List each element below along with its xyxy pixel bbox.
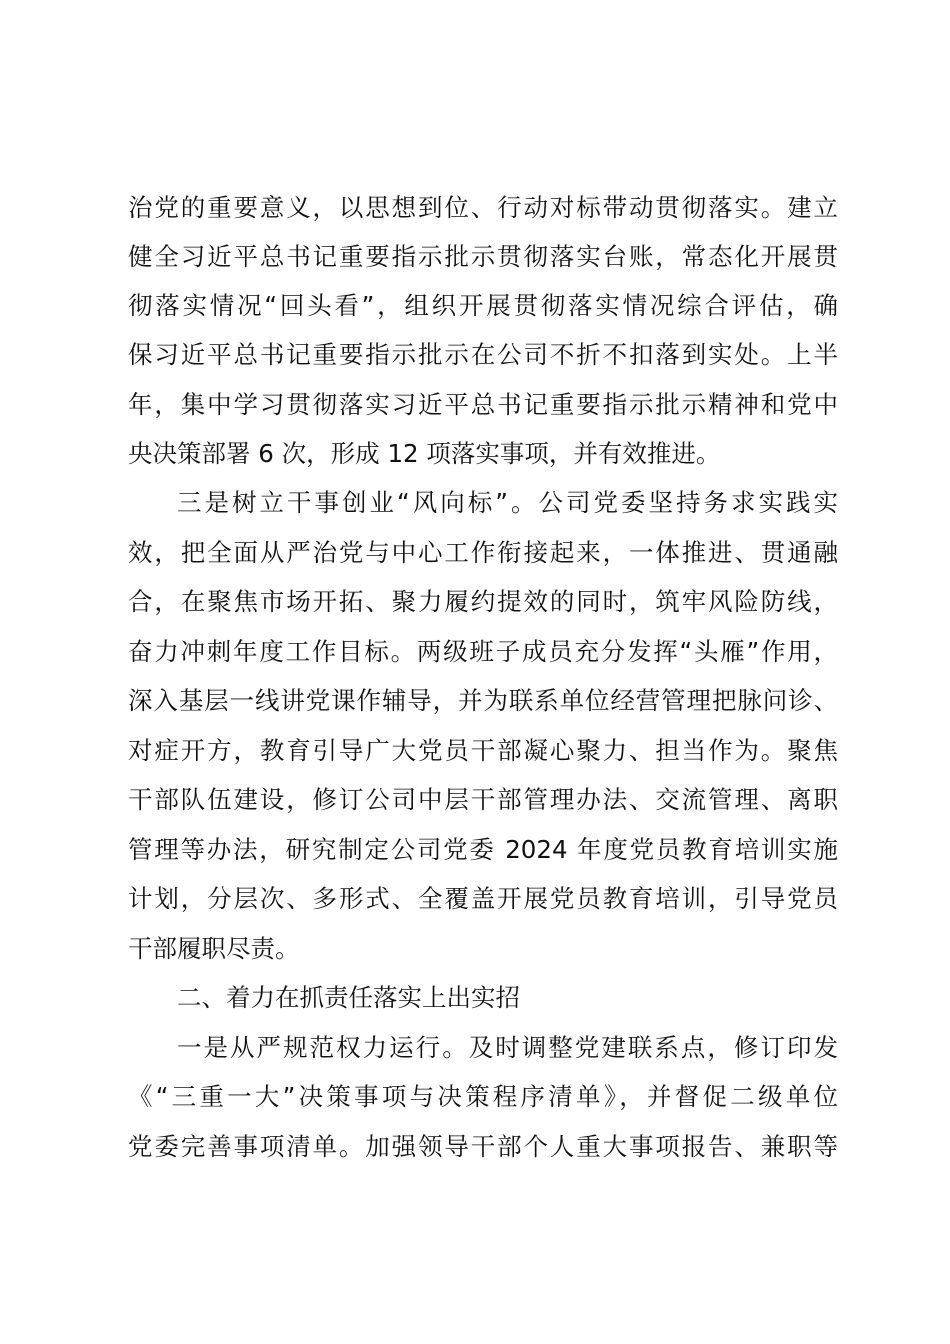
section-heading: 二、着力在抓责任落实上出实招 bbox=[177, 983, 520, 1012]
body-text-line: 年，集中学习贯彻落实习近平总书记重要指示批示精神和党中 bbox=[128, 390, 838, 419]
body-text-line: 奋力冲刺年度工作目标。两级班子成员充分发挥“头雁”作用， bbox=[128, 637, 838, 666]
body-text-line: 党委完善事项清单。加强领导干部个人重大事项报告、兼职等 bbox=[128, 1132, 838, 1161]
body-text-line: 彻落实情况“回头看”，组织开展贯彻落实情况综合评估，确 bbox=[128, 291, 838, 320]
paragraph-first-line: 三是树立干事创业“风向标”。公司党委坚持务求实践实 bbox=[177, 488, 838, 517]
body-text-line: 计划，分层次、多形式、全覆盖开展党员教育培训，引导党员 bbox=[128, 884, 838, 913]
body-text-line: 保习近平总书记重要指示批示在公司不折不扣落到实处。上半 bbox=[128, 340, 838, 369]
body-text-line: 《“三重一大”决策事项与决策程序清单》，并督促二级单位 bbox=[128, 1082, 838, 1111]
body-text-line: 对症开方，教育引导广大党员干部凝心聚力、担当作为。聚焦 bbox=[128, 736, 838, 765]
body-text-line: 效，把全面从严治党与中心工作衔接起来，一体推进、贯通融 bbox=[128, 538, 838, 567]
body-text-line: 健全习近平总书记重要指示批示贯彻落实台账，常态化开展贯 bbox=[128, 242, 838, 271]
body-text-line: 管理等办法，研究制定公司党委 2024 年度党员教育培训实施 bbox=[128, 835, 838, 864]
paragraph-first-line: 一是从严规范权力运行。及时调整党建联系点，修订印发 bbox=[177, 1033, 838, 1062]
body-text-line: 深入基层一线讲党课作辅导，并为联系单位经营管理把脉问诊、 bbox=[128, 686, 838, 715]
body-text-line: 干部履职尽责。 bbox=[128, 934, 300, 963]
body-text-line: 央决策部署 6 次，形成 12 项落实事项，并有效推进。 bbox=[128, 439, 721, 468]
body-text-line: 合，在聚焦市场开拓、聚力履约提效的同时，筑牢风险防线， bbox=[128, 587, 838, 616]
body-text-line: 治党的重要意义，以思想到位、行动对标带动贯彻落实。建立 bbox=[128, 193, 838, 222]
body-text-line: 干部队伍建设，修订公司中层干部管理办法、交流管理、离职 bbox=[128, 785, 838, 814]
